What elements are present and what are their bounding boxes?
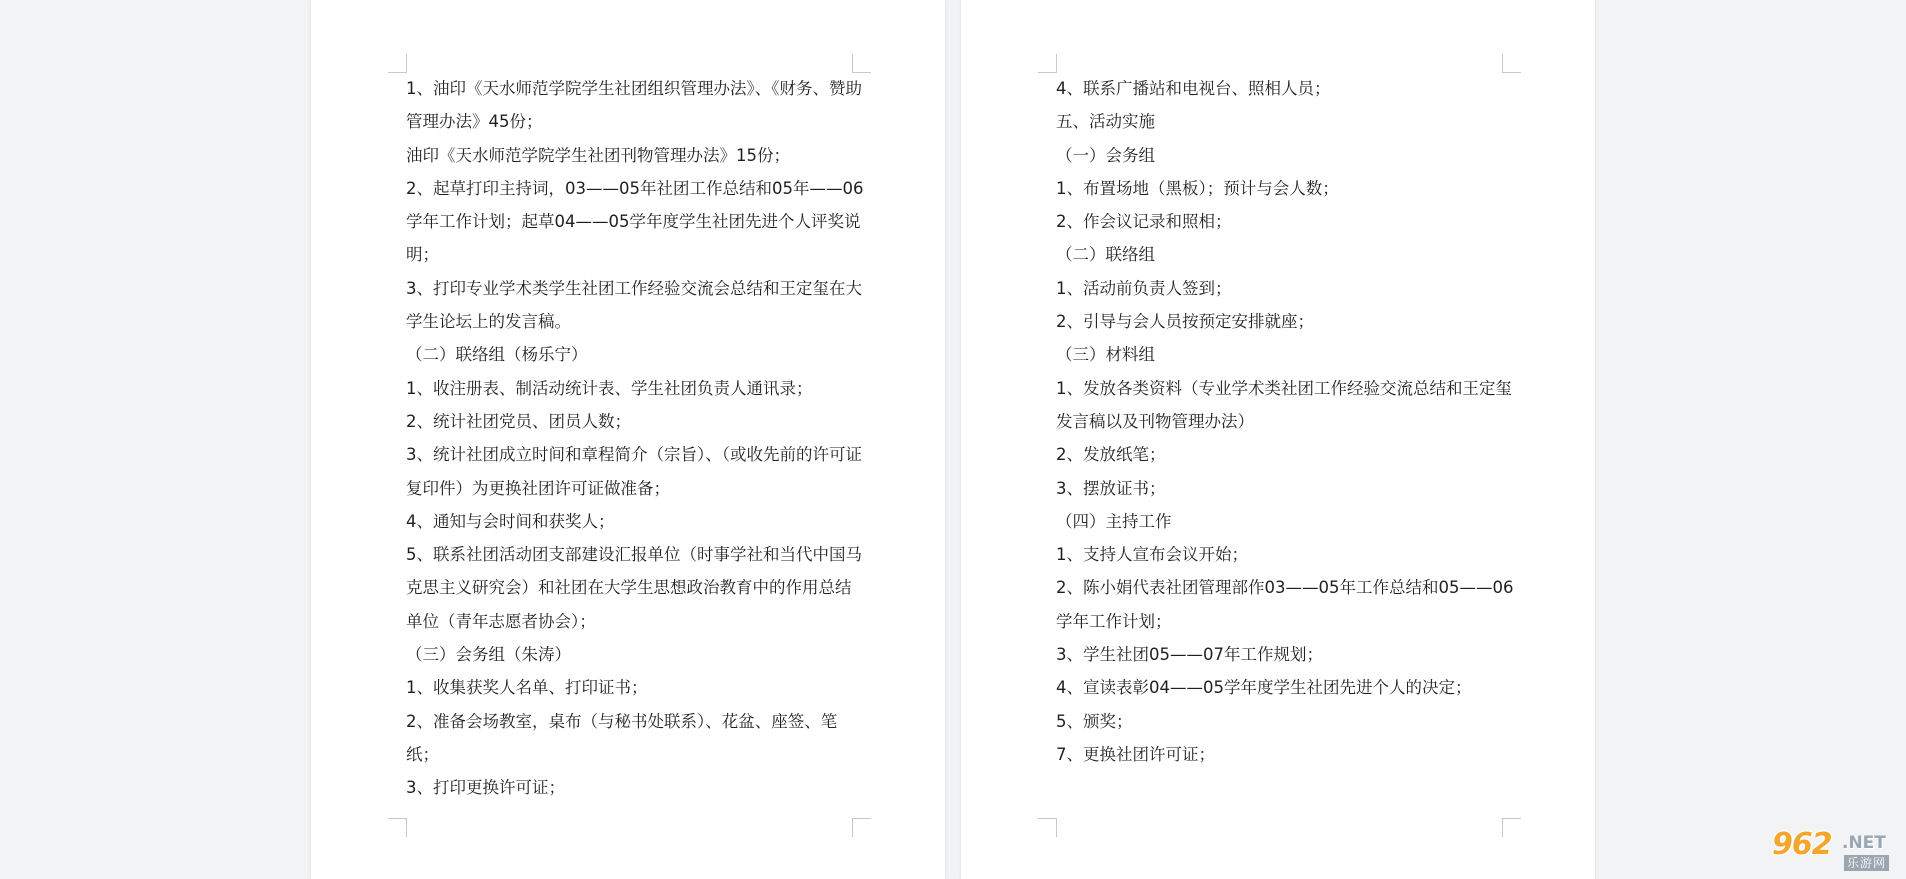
section-heading: （一）会务组 xyxy=(1056,145,1155,165)
crop-mark-top-right xyxy=(852,54,871,73)
paragraph: 1、支持人宣布会议开始； xyxy=(1056,545,1248,565)
crop-mark-bottom-right xyxy=(852,818,871,837)
paragraph: 3、学生社团05——07年工作规划； xyxy=(1056,645,1323,665)
site-watermark-logo xyxy=(1766,827,1898,875)
section-heading: （四）主持工作 xyxy=(1056,511,1172,531)
crop-mark-bottom-right xyxy=(1502,818,1521,837)
paragraph: 5、颁奖； xyxy=(1056,711,1133,731)
paragraph: 1、收注册表、制活动统计表、学生社团负责人通讯录； xyxy=(406,378,813,398)
paragraph: 2、陈小娟代表社团管理部作03——05年工作总结和05——06学年工作计划； xyxy=(1056,578,1514,631)
paragraph: 1、布置场地（黑板）；预计与会人数； xyxy=(1056,178,1339,198)
page-body-text xyxy=(1056,72,1516,771)
paragraph: 3、统计社团成立时间和章程简介（宗旨）、（或收先前的许可证复印件）为更换社团许可证做准备； xyxy=(406,445,862,498)
watermark-suffix: .NET xyxy=(1842,833,1886,853)
paragraph: 油印《天水师范学院学生社团刊物管理办法》15份； xyxy=(406,145,790,165)
paragraph: 1、发放各类资料（专业学术类社团工作经验交流总结和王定玺发言稿以及刊物管理办法） xyxy=(1056,378,1512,431)
crop-mark-top-left xyxy=(1038,54,1057,73)
paragraph: 2、发放纸笔； xyxy=(1056,445,1166,465)
section-heading: 五、活动实施 xyxy=(1056,112,1155,132)
paragraph: 4、通知与会时间和获奖人； xyxy=(406,511,615,531)
section-heading: （二）联络组 xyxy=(1056,245,1155,265)
crop-mark-top-left xyxy=(388,54,407,73)
crop-mark-bottom-left xyxy=(1038,818,1057,837)
section-heading: （二）联络组（杨乐宁） xyxy=(406,345,588,365)
watermark-chinese: 乐游网 xyxy=(1844,855,1889,871)
page-body-text xyxy=(406,72,866,805)
section-heading: （三）会务组（朱涛） xyxy=(406,645,571,665)
crop-mark-top-right xyxy=(1502,54,1521,73)
watermark-number: 962 xyxy=(1772,827,1832,862)
paragraph: 1、油印《天水师范学院学生社团组织管理办法》、《财务、赞助管理办法》45份； xyxy=(406,79,862,132)
crop-mark-bottom-left xyxy=(388,818,407,837)
paragraph: 3、摆放证书； xyxy=(1056,478,1166,498)
paragraph: 1、收集获奖人名单、打印证书； xyxy=(406,678,648,698)
paragraph: 4、联系广播站和电视台、照相人员； xyxy=(1056,79,1331,98)
document-page-1 xyxy=(311,0,945,879)
document-page-2 xyxy=(961,0,1595,879)
paragraph: 7、更换社团许可证； xyxy=(1056,744,1215,764)
paragraph: 2、作会议记录和照相； xyxy=(1056,212,1232,232)
paragraph: 3、打印更换许可证； xyxy=(406,778,565,798)
paragraph: 3、打印专业学术类学生社团工作经验交流会总结和王定玺在大学生论坛上的发言稿。 xyxy=(406,278,862,332)
paragraph: 5、联系社团活动团支部建设汇报单位（时事学社和当代中国马克思主义研究会）和社团在大学生思想政治教育中的作用总结单位（青年志愿者协会）； xyxy=(406,545,862,631)
paragraph: 2、准备会场教室，桌布（与秘书处联系）、花盆、座签、笔纸； xyxy=(406,711,838,764)
paragraph: 1、活动前负责人签到； xyxy=(1056,278,1232,298)
paragraph: 2、起草打印主持词，03——05年社团工作总结和05年——06学年工作计划；起草04——05学年度学生社团先进个人评奖说明； xyxy=(406,178,864,265)
paragraph: 4、宣读表彰04——05学年度学生社团先进个人的决定； xyxy=(1056,678,1472,698)
paragraph: 2、统计社团党员、团员人数； xyxy=(406,411,631,431)
paragraph: 2、引导与会人员按预定安排就座； xyxy=(1056,312,1314,332)
section-heading: （三）材料组 xyxy=(1056,345,1155,365)
